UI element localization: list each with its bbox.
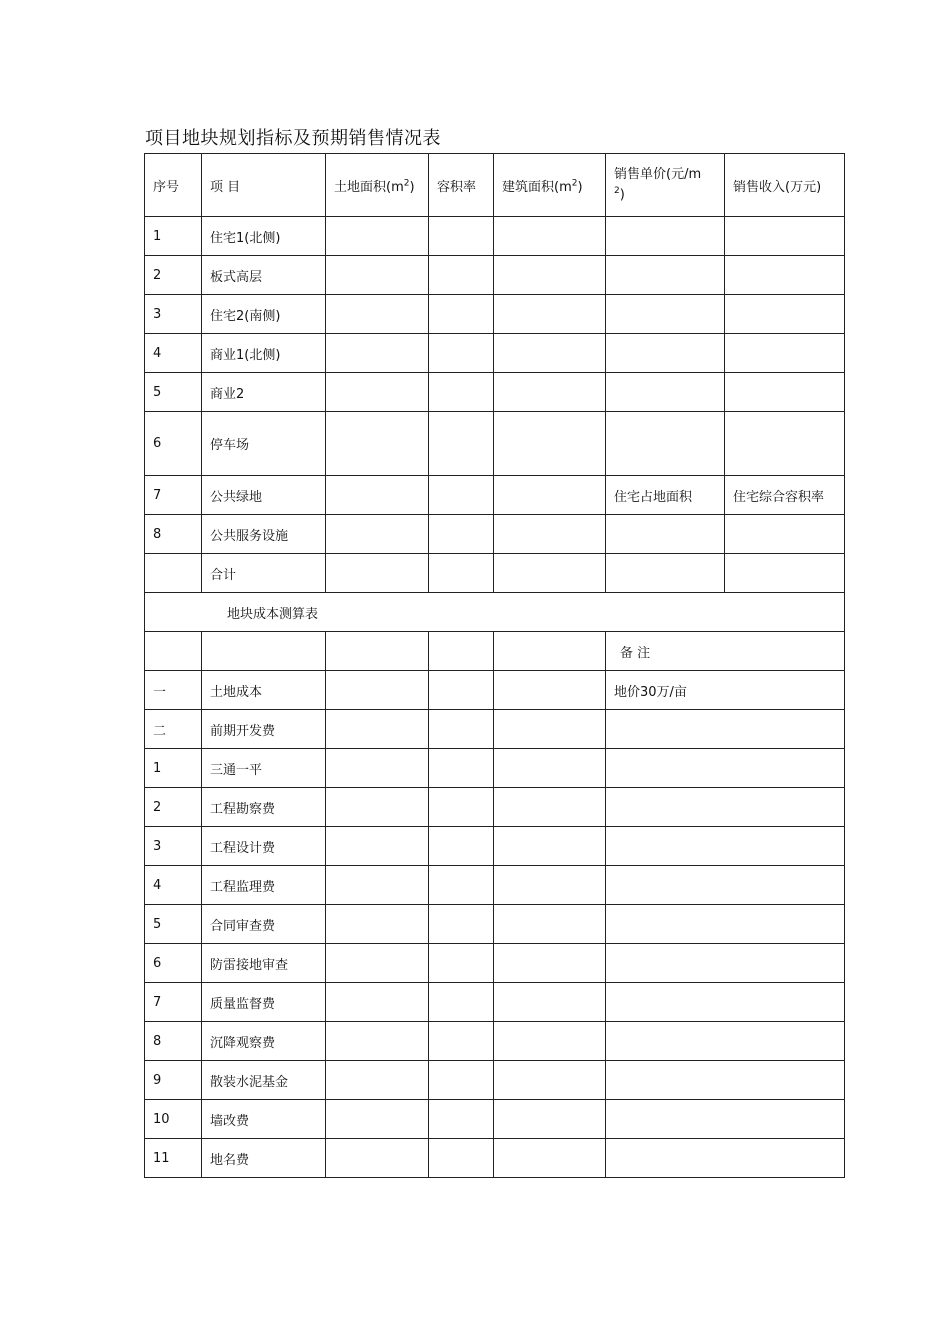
cell-note (606, 788, 845, 827)
cell-empty (429, 866, 494, 905)
cell-item: 工程监理费 (202, 866, 326, 905)
cell-revenue (725, 256, 845, 295)
cost-row (145, 905, 845, 944)
cell-empty (494, 749, 606, 788)
cell-empty (429, 1022, 494, 1061)
cell-land-area (326, 217, 429, 256)
cell-empty (326, 1061, 429, 1100)
cell-item: 合同审查费 (202, 905, 326, 944)
cell-item: 散装水泥基金 (202, 1061, 326, 1100)
cell-empty (429, 788, 494, 827)
cell-unit-price (606, 554, 725, 593)
cell-empty (494, 866, 606, 905)
cell-far (429, 476, 494, 515)
header-far: 容积率 (429, 154, 494, 217)
cell-seq: 4 (145, 334, 202, 373)
cell-unit-price (606, 217, 725, 256)
cell-note (606, 749, 845, 788)
cell-note (606, 983, 845, 1022)
cell-seq: 3 (145, 295, 202, 334)
cell-unit-price (606, 256, 725, 295)
cell-item: 工程设计费 (202, 827, 326, 866)
cost-row (145, 1100, 845, 1139)
cell-item: 停车场 (202, 412, 326, 476)
cell-empty (326, 710, 429, 749)
planning-row (145, 295, 845, 334)
cost-header-empty (145, 632, 202, 671)
cell-revenue (725, 373, 845, 412)
cost-section-title: 地块成本测算表 (145, 593, 845, 632)
cell-item: 商业2 (202, 373, 326, 412)
cell-build-area (494, 295, 606, 334)
cost-section-title-row (145, 593, 845, 632)
cell-empty (429, 1139, 494, 1178)
cell-revenue (725, 334, 845, 373)
cell-land-area (326, 256, 429, 295)
cell-seq: 6 (145, 412, 202, 476)
cell-empty (326, 905, 429, 944)
cell-seq: 5 (145, 905, 202, 944)
cost-header-row (145, 632, 845, 671)
cell-empty (326, 1139, 429, 1178)
cell-item: 公共绿地 (202, 476, 326, 515)
cell-empty (494, 671, 606, 710)
cell-seq: 11 (145, 1139, 202, 1178)
cost-row (145, 1139, 845, 1178)
cell-empty (326, 1100, 429, 1139)
cell-item: 商业1(北侧) (202, 334, 326, 373)
cell-seq: 8 (145, 515, 202, 554)
cell-item: 质量监督费 (202, 983, 326, 1022)
cell-empty (429, 983, 494, 1022)
cell-note (606, 1100, 845, 1139)
cell-land-area (326, 334, 429, 373)
planning-cost-table (144, 153, 845, 1178)
cell-seq: 2 (145, 256, 202, 295)
cell-note (606, 1022, 845, 1061)
planning-row (145, 334, 845, 373)
cell-unit-price (606, 373, 725, 412)
cell-far (429, 256, 494, 295)
cell-empty (429, 671, 494, 710)
cell-empty (494, 1022, 606, 1061)
cell-empty (494, 944, 606, 983)
cell-note (606, 1139, 845, 1178)
cell-item: 前期开发费 (202, 710, 326, 749)
cell-far (429, 412, 494, 476)
planning-row (145, 554, 845, 593)
header-revenue: 销售收入(万元) (725, 154, 845, 217)
cell-note (606, 827, 845, 866)
cost-header-empty (202, 632, 326, 671)
cell-item: 板式高层 (202, 256, 326, 295)
cell-seq: 2 (145, 788, 202, 827)
cell-seq: 7 (145, 476, 202, 515)
cell-seq: 3 (145, 827, 202, 866)
cell-land-area (326, 515, 429, 554)
planning-row (145, 373, 845, 412)
cell-land-area (326, 373, 429, 412)
cell-empty (326, 1022, 429, 1061)
cell-note (606, 905, 845, 944)
cell-empty (494, 1061, 606, 1100)
cell-land-area (326, 554, 429, 593)
cell-revenue (725, 515, 845, 554)
cell-empty (326, 983, 429, 1022)
cell-empty (429, 749, 494, 788)
cell-seq: 二 (145, 710, 202, 749)
cell-empty (326, 866, 429, 905)
cell-build-area (494, 217, 606, 256)
cell-item: 三通一平 (202, 749, 326, 788)
cell-seq: 5 (145, 373, 202, 412)
cell-unit-price (606, 295, 725, 334)
cell-empty (429, 710, 494, 749)
cell-empty (494, 983, 606, 1022)
cell-far (429, 334, 494, 373)
cell-empty (494, 1100, 606, 1139)
cell-empty (429, 905, 494, 944)
header-item: 项 目 (202, 154, 326, 217)
cell-unit-price (606, 412, 725, 476)
cost-row (145, 749, 845, 788)
cell-empty (326, 788, 429, 827)
cell-build-area (494, 554, 606, 593)
cell-note (606, 1061, 845, 1100)
cell-empty (494, 788, 606, 827)
cell-empty (429, 1061, 494, 1100)
cell-item: 住宅2(南侧) (202, 295, 326, 334)
cell-empty (429, 1100, 494, 1139)
cell-seq: 4 (145, 866, 202, 905)
planning-row (145, 412, 845, 476)
cell-item: 沉降观察费 (202, 1022, 326, 1061)
cell-note (606, 710, 845, 749)
header-land-area: 土地面积$(m^2)$ (326, 154, 429, 217)
cell-build-area (494, 334, 606, 373)
cell-build-area (494, 476, 606, 515)
cell-seq: 1 (145, 217, 202, 256)
header-build-area: 建筑面积$(m^2)$ (494, 154, 606, 217)
cell-far (429, 217, 494, 256)
cell-item: 合计 (202, 554, 326, 593)
cell-build-area (494, 412, 606, 476)
cell-item: 公共服务设施 (202, 515, 326, 554)
cell-empty (326, 827, 429, 866)
cost-row (145, 827, 845, 866)
cell-revenue (725, 412, 845, 476)
page-title: 项目地块规划指标及预期销售情况表 (145, 128, 441, 149)
cost-row (145, 671, 845, 710)
cell-build-area (494, 515, 606, 554)
cell-item: 地名费 (202, 1139, 326, 1178)
cell-empty (494, 905, 606, 944)
cost-note-header: 备 注 (606, 632, 845, 671)
cost-row (145, 866, 845, 905)
cost-header-empty (429, 632, 494, 671)
cell-far (429, 295, 494, 334)
cell-land-area (326, 476, 429, 515)
cell-empty (494, 827, 606, 866)
cell-seq: 6 (145, 944, 202, 983)
cell-note (606, 944, 845, 983)
cell-revenue: 住宅综合容积率 (725, 476, 845, 515)
cell-seq: 1 (145, 749, 202, 788)
cell-revenue (725, 554, 845, 593)
header-row (145, 154, 845, 217)
cost-row (145, 1022, 845, 1061)
planning-row (145, 476, 845, 515)
planning-row (145, 217, 845, 256)
cost-row (145, 983, 845, 1022)
cell-revenue (725, 217, 845, 256)
cell-seq: 7 (145, 983, 202, 1022)
cell-land-area (326, 412, 429, 476)
cell-far (429, 554, 494, 593)
cell-revenue (725, 295, 845, 334)
cell-far (429, 373, 494, 412)
cell-seq: 一 (145, 671, 202, 710)
cell-unit-price (606, 515, 725, 554)
cost-row (145, 1061, 845, 1100)
cell-seq (145, 554, 202, 593)
cell-seq: 9 (145, 1061, 202, 1100)
cell-unit-price: 住宅占地面积 (606, 476, 725, 515)
cost-row (145, 944, 845, 983)
cell-note (606, 866, 845, 905)
header-seq: 序号 (145, 154, 202, 217)
cost-row (145, 710, 845, 749)
cell-seq: 10 (145, 1100, 202, 1139)
cost-header-empty (494, 632, 606, 671)
cost-row (145, 788, 845, 827)
cell-empty (494, 710, 606, 749)
cell-far (429, 515, 494, 554)
planning-row (145, 515, 845, 554)
cell-empty (429, 827, 494, 866)
cell-unit-price (606, 334, 725, 373)
planning-row (145, 256, 845, 295)
cell-seq: 8 (145, 1022, 202, 1061)
cell-item: 住宅1(北侧) (202, 217, 326, 256)
cell-empty (326, 671, 429, 710)
cell-empty (429, 944, 494, 983)
cell-land-area (326, 295, 429, 334)
header-unit-price: 销售单价(元/m $^2$) (606, 154, 725, 217)
cell-item: 墙改费 (202, 1100, 326, 1139)
cell-build-area (494, 373, 606, 412)
cell-build-area (494, 256, 606, 295)
cell-empty (326, 749, 429, 788)
cell-item: 工程勘察费 (202, 788, 326, 827)
cell-empty (326, 944, 429, 983)
cell-empty (494, 1139, 606, 1178)
cell-note: 地价30万/亩 (606, 671, 845, 710)
cost-header-empty (326, 632, 429, 671)
cell-item: 防雷接地审查 (202, 944, 326, 983)
cell-item: 土地成本 (202, 671, 326, 710)
